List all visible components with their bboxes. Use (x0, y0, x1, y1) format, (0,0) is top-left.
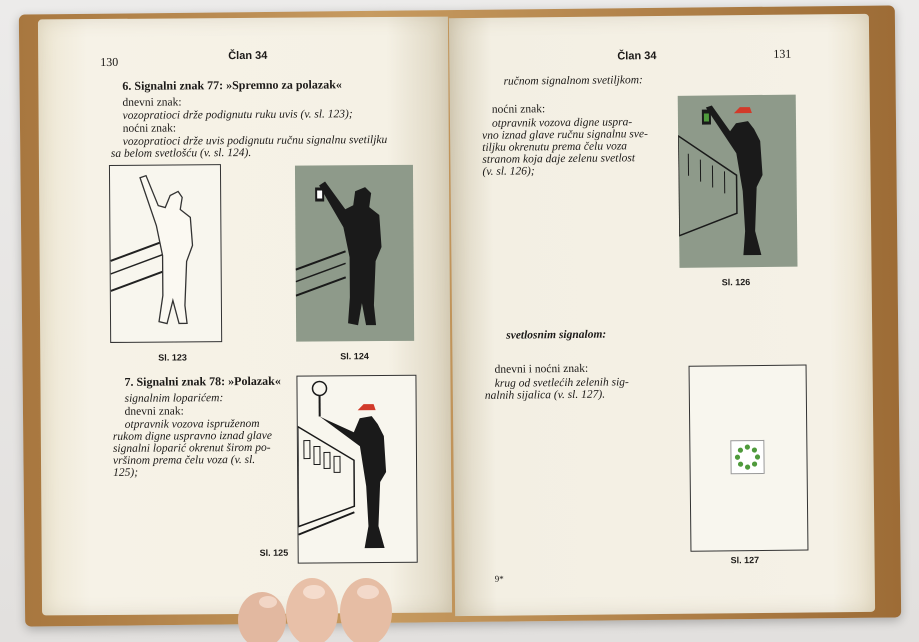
figure-124 (295, 165, 414, 342)
green-light-ring-icon (730, 440, 764, 474)
green-lantern-figure-icon (678, 95, 798, 268)
figure-caption: Sl. 123 (158, 352, 187, 363)
page-header: Član 34 (617, 50, 657, 63)
hand-fingers-icon (238, 572, 413, 642)
lantern-figure-icon (295, 165, 414, 342)
signal-lights-icon (731, 441, 763, 473)
page-number: 130 (100, 54, 119, 70)
section-text: rukom digne uspravno iznad glave (112, 429, 272, 443)
figure-caption: Sl. 124 (340, 351, 369, 362)
intro-text: ručnom signalnom svetiljkom: (503, 74, 643, 88)
day-label: dnevni znak: (122, 96, 182, 109)
figure-caption: Sl. 127 (730, 554, 760, 566)
section-text: otpravnik vozova ispruženom (124, 417, 260, 431)
night-text: vozopratioci drže uvis podignutu ručnu signalnu svetiljku (122, 134, 388, 148)
figure-125 (296, 375, 417, 564)
footnote: 9* (494, 573, 504, 584)
day-night-text: nalnih sijalica (v. sl. 127). (484, 388, 606, 402)
section-text: signalni loparić okrenut širom po- (112, 441, 271, 455)
section-title: 7. Signalni znak 78: »Polazak« (124, 373, 281, 389)
night-text: stranom koja daje zelenu svetlost (482, 152, 636, 166)
page-number: 131 (773, 46, 792, 61)
page-header: Član 34 (228, 49, 268, 63)
night-label: noćni znak: (491, 103, 546, 116)
night-text: otpravnik vozova digne uspra- (491, 116, 633, 130)
day-night-label: dnevni i noćni znak: (494, 362, 589, 376)
figure-123 (109, 164, 222, 343)
section-text: vršinom prema čelu voza (v. sl. (112, 453, 256, 467)
left-page (38, 17, 452, 616)
light-signal-label: svetlosnim signalom: (506, 328, 607, 342)
section-text: 125); (113, 466, 139, 479)
figure-126 (678, 95, 798, 268)
day-night-text: krug od svetlećih zelenih sig- (494, 376, 629, 390)
day-label: dnevni znak: (124, 405, 184, 418)
night-text: (v. sl. 126); (482, 165, 535, 178)
night-text: vno iznad glave ručnu signalnu sve- (482, 128, 648, 142)
night-text: tiljku okrenutu prema čelu voza (482, 140, 628, 154)
section-line: signalnim loparićem: (124, 392, 224, 405)
signal-disc-figure-icon (297, 376, 416, 563)
night-label: noćni znak: (122, 122, 177, 135)
day-text: vozopratioci drže podignutu ruku uvis (v. sl. 123); (122, 108, 353, 122)
figure-caption: Sl. 126 (721, 277, 751, 288)
section-title: 6. Signalni znak 77: »Spremno za polazak« (122, 77, 342, 93)
right-page (449, 14, 875, 616)
raised-arm-figure-icon (110, 165, 221, 342)
night-text-cont: sa belom svetlošću (v. sl. 124). (110, 146, 252, 160)
figure-127 (689, 364, 809, 551)
figure-caption: Sl. 125 (259, 547, 289, 558)
